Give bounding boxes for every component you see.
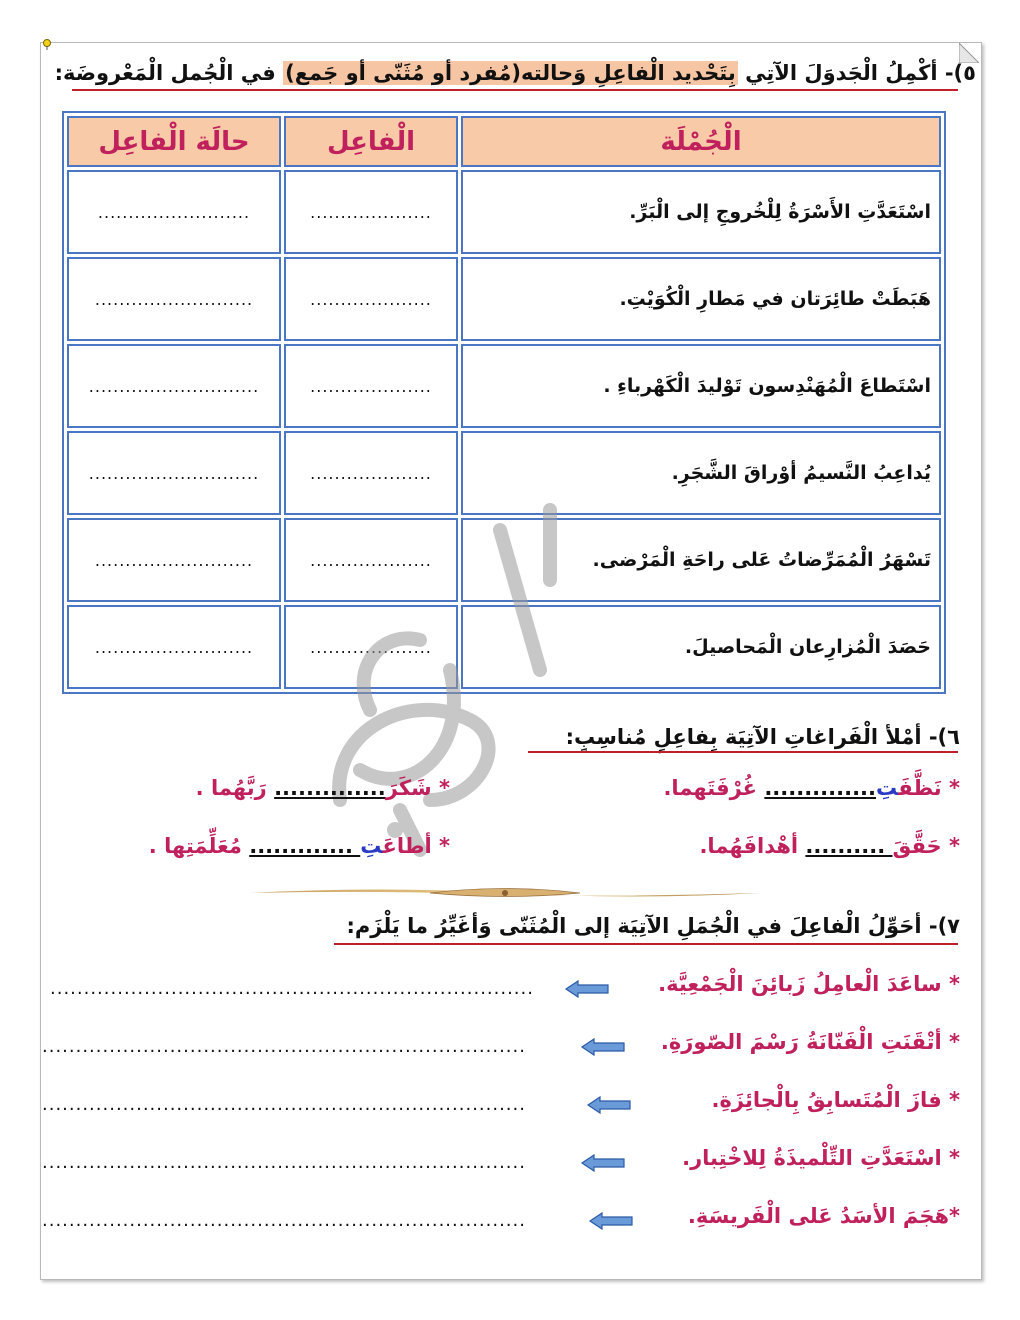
- header-state: حالَة الْفاعِل: [67, 116, 281, 167]
- arrow-left-icon: [580, 1037, 626, 1057]
- answer-line[interactable]: ........................................................................: [42, 1210, 526, 1231]
- watermark-graphic: [300, 470, 620, 870]
- subject-blank[interactable]: ....................: [284, 518, 458, 602]
- state-blank[interactable]: ..........................: [67, 257, 281, 341]
- state-blank[interactable]: ............................: [67, 431, 281, 515]
- q6-line2-right: [699, 834, 960, 858]
- verb: شَكَرَ: [385, 776, 432, 800]
- q7-sentence: * ساعَدَ الْعامِلُ زَبائِنَ الْجَمْعِيَّة.: [658, 972, 960, 996]
- verb-suffix: تِ: [360, 834, 383, 858]
- q5-instruction-a: أكْمِلُ الْجَدوَلَ الآتِي: [737, 61, 938, 85]
- verb-suffix: تِ: [876, 776, 899, 800]
- q6-title: ٦)- أمْلأ الْفَراغاتِ الآتِيَة بِفاعِلٍ مُناسِبٍ:: [565, 725, 960, 749]
- subject-blank[interactable]: ....................: [284, 257, 458, 341]
- subject-blank[interactable]: ....................: [284, 170, 458, 254]
- answer-line[interactable]: ........................................................................: [42, 1094, 526, 1115]
- subject-blank[interactable]: ....................: [284, 605, 458, 689]
- state-blank[interactable]: ..........................: [67, 518, 281, 602]
- subject-blank[interactable]: ....................: [284, 431, 458, 515]
- q6-line1-left: [196, 776, 450, 800]
- q5-underline: [72, 89, 958, 91]
- row-sentence: حَصَدَ الْمُزارِعان الْمَحاصيلَ.: [461, 605, 941, 689]
- subject-blank[interactable]: ....................: [284, 344, 458, 428]
- q7-sentence: * اسْتَعَدَّتِ التِّلْميذَةُ لِلاخْتِبار.: [682, 1146, 960, 1170]
- q7-sentence: *هَجَمَ الأسَدُ عَلى الْفَريسَةِ.: [687, 1204, 960, 1228]
- answer-line[interactable]: ........................................................................: [42, 1036, 526, 1057]
- q5-heading: [55, 58, 976, 88]
- header-subject: الْفاعِل: [284, 116, 458, 167]
- q5-instruction-highlight: بِتَحْديد الْفاعِلِ وَحالته(مُفرد أو مُثَنّى أو جَمع): [285, 61, 736, 85]
- q5-instruction-c: في الْجُمل الْمَعْروضَة:: [54, 61, 284, 85]
- q7-sentence: * أتْقَنَتِ الْفَنّانَةُ رَسْمَ الصّورَةِ.: [660, 1030, 960, 1054]
- fill-blank[interactable]: ..............: [274, 776, 386, 800]
- fill-blank[interactable]: .............: [249, 834, 361, 858]
- state-blank[interactable]: ..........................: [67, 605, 281, 689]
- state-blank[interactable]: .........................: [67, 170, 281, 254]
- q6-line2-left: [149, 834, 450, 858]
- q7-underline: [334, 943, 958, 945]
- q7-title: ٧)- أحَوِّلُ الْفاعِلَ في الْجُمَلِ الآتِيَة إلى الْمُثَنّى وَأغَيِّرُ ما يَلْزَم:: [346, 914, 960, 938]
- row-sentence: هَبَطَتْ طائِرَتان في مَطارِ الْكُوَيْتِ.: [461, 257, 941, 341]
- q7-sentence: * فازَ الْمُتَسابِقُ بِالْجائِزَةِ.: [711, 1088, 960, 1112]
- q6-line1-right: [663, 776, 960, 800]
- row-sentence: اسْتَعَدَّتِ الأَسْرَةُ لِلْخُروجِ إلى الْبَرِّ.: [461, 170, 941, 254]
- verb: نَظَّفَ: [898, 776, 942, 800]
- arrow-left-icon: [586, 1095, 632, 1115]
- star-mark: *: [431, 834, 450, 858]
- star-mark: *: [941, 776, 960, 800]
- table-row: [67, 257, 941, 341]
- object: مُعَلِّمَتِها .: [148, 834, 250, 858]
- pin-icon: [41, 38, 53, 50]
- arrow-left-icon: [580, 1153, 626, 1173]
- state-blank[interactable]: ............................: [67, 344, 281, 428]
- fill-blank[interactable]: ..........: [805, 834, 893, 858]
- q5-number: ٥)-: [944, 61, 976, 85]
- answer-line[interactable]: ........................................................................: [42, 1152, 526, 1173]
- object: أهْدافَهُما.: [699, 834, 806, 858]
- row-sentence: يُداعِبُ النَّسيمُ أوْراقَ الشَّجَرِ.: [461, 431, 941, 515]
- answer-line[interactable]: ........................................................................: [50, 978, 534, 999]
- arrow-left-icon: [588, 1211, 634, 1231]
- fill-blank[interactable]: ..............: [764, 776, 876, 800]
- row-sentence: تَسْهَرُ الْمُمَرِّضاتُ عَلى راحَةِ الْمَرْضى.: [461, 518, 941, 602]
- verb: حَقَّقَ: [892, 834, 942, 858]
- header-sentence: الْجُمْلَة: [461, 116, 941, 167]
- star-mark: *: [431, 776, 450, 800]
- table-row: [67, 344, 941, 428]
- object: رَبَّهُما .: [195, 776, 275, 800]
- verb: أطاعَ: [382, 834, 432, 858]
- object: غُرْفَتَهما.: [663, 776, 765, 800]
- row-sentence: اسْتَطاعَ الْمُهَنْدِسون تَوْليدَ الْكَهْرباءِ .: [461, 344, 941, 428]
- ornament-divider: [250, 886, 760, 900]
- arrow-left-icon: [564, 979, 610, 999]
- table-header-row: [67, 116, 941, 167]
- star-mark: *: [941, 834, 960, 858]
- table-row: [67, 170, 941, 254]
- q6-underline: [528, 751, 958, 753]
